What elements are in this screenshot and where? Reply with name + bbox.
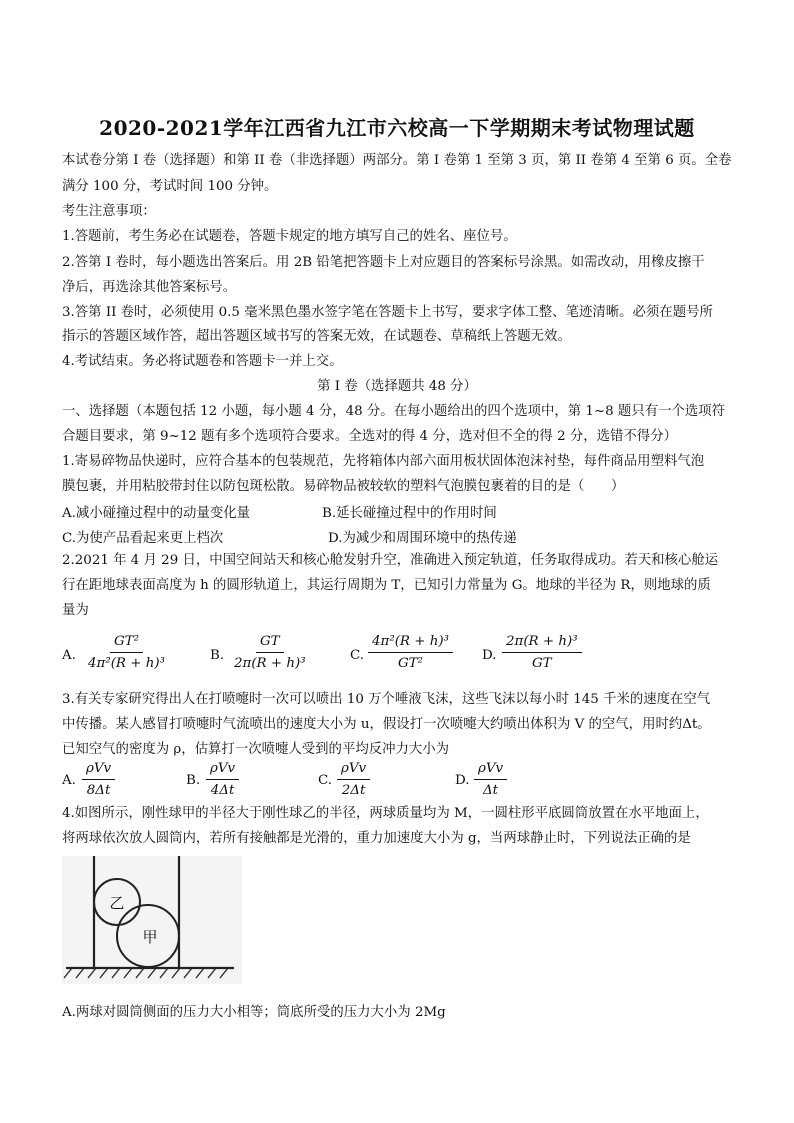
q2-stem: 行在距地球表面高度为 h 的圆形轨道上，其运行周期为 T，已知引力常量为 G。地球的半径为 R，则地球的质 — [62, 578, 711, 593]
formula-denominator: 8Δt — [86, 783, 111, 798]
ball-large-label: 甲 — [142, 928, 158, 946]
notice-line: 指示的答题区域作答，超出答题区域书写的答案无效，在试题卷、草稿纸上答题无效。 — [62, 329, 571, 344]
q2-label-b: B. — [210, 648, 225, 663]
q2-option-d-formula — [502, 633, 582, 672]
notice-line: 2.答第 I 卷时，每小题选出答案后。用 2B 铅笔把答题卡上对应题目的答案标号涂黑。如需改动，用橡皮擦干 — [62, 255, 705, 270]
formula-denominator: 4Δt — [210, 783, 235, 798]
q1-option-a: A.减小碰撞过程中的动量变化量 — [62, 506, 251, 521]
notice-line: 3.答第 II 卷时，必须使用 0.5 毫米黑色墨水签字笔在答题卡上书写，要求字体工整、笔迹清晰。必须在题号所 — [62, 305, 713, 320]
formula-denominator: 4π²(R + h)³ — [88, 656, 165, 671]
q2-option-b-formula — [230, 633, 310, 672]
q1-option-c: C.为使产品看起来更上档次 — [62, 531, 224, 546]
q1-option-b: B.延长碰撞过程中的作用时间 — [322, 506, 497, 521]
two-balls-in-cylinder-figure — [62, 856, 242, 984]
q2-label-a: A. — [62, 648, 76, 663]
q4-stem: 4.如图所示，刚性球甲的半径大于刚性球乙的半径，两球质量均为 M，一圆柱形平底圆筒放置在水平地面上， — [62, 806, 709, 821]
formula-denominator: GT² — [397, 656, 423, 671]
q4-option-a: A.两球对圆筒侧面的压力大小相等；筒底所受的压力大小为 2Mg — [62, 1005, 446, 1020]
q3-option-b-formula — [206, 760, 239, 799]
q2-stem: 量为 — [62, 603, 89, 618]
q3-stem: 3.有关专家研究得出人在打喷嚏时一次可以喷出 10 万个唾液飞沫，这些飞沫以每小时 145 千米的速度在空气 — [62, 692, 711, 707]
section-title: 第 I 卷（选择题共 48 分） — [317, 379, 477, 394]
formula-denominator: Δt — [483, 783, 499, 798]
section-desc: 一、选择题（本题包括 12 小题，每小题 4 分，48 分。在每小题给出的四个选项中，第 1~8 题只有一个选项符 — [62, 404, 726, 419]
ball-small-label: 乙 — [109, 894, 125, 912]
notice-heading: 考生注意事项： — [62, 204, 156, 219]
figure-background — [62, 856, 242, 984]
notice-line: 4.考试结束。务必将试题卷和答题卡一并上交。 — [62, 354, 343, 369]
formula-numerator: ρVv — [82, 760, 115, 780]
intro-line: 本试卷分第 I 卷（选择题）和第 II 卷（非选择题）两部分。第 I 卷第 1 至第 3 页，第 II 卷第 4 至第 6 页。全卷 — [62, 153, 732, 168]
formula-denominator: GT — [531, 656, 552, 671]
formula-numerator: 4π²(R + h)³ — [368, 633, 453, 653]
notice-line: 净后，再选涂其他答案标号。 — [62, 280, 237, 295]
q2-label-d: D. — [482, 648, 497, 663]
intro-line: 满分 100 分，考试时间 100 分钟。 — [62, 179, 278, 194]
q4-stem: 将两球依次放人圆筒内，若所有接触都是光滑的，重力加速度大小为 g，当两球静止时，下列说法正确的是 — [62, 831, 691, 846]
formula-numerator: ρVv — [337, 760, 370, 780]
formula-numerator: ρVv — [206, 760, 239, 780]
q3-option-c-formula — [337, 760, 370, 799]
q2-option-a-formula — [84, 633, 169, 672]
q3-label-a: A. — [62, 773, 76, 788]
q3-label-c: C. — [318, 773, 333, 788]
q2-option-c-formula — [368, 633, 453, 672]
formula-numerator: GT² — [110, 633, 143, 653]
notice-line: 1.答题前，考生务必在试题卷，答题卡规定的地方填写自己的姓名、座位号。 — [62, 229, 517, 244]
q1-stem: 膜包裹，并用粘胶带封住以防包斑松散。易碎物品被较软的塑料气泡膜包裹着的目的是（ ） — [62, 479, 625, 494]
formula-numerator: GT — [256, 633, 284, 653]
formula-denominator: 2π(R + h)³ — [234, 656, 306, 671]
q3-stem: 已知空气的密度为 ρ，估算打一次喷嚏人受到的平均反冲力大小为 — [62, 742, 450, 757]
formula-numerator: 2π(R + h)³ — [502, 633, 582, 653]
formula-numerator: ρVv — [474, 760, 507, 780]
q3-stem: 中传播。某人感冒打喷嚏时气流喷出的速度大小为 u，假设打一次喷嚏大约喷出体积为 V 的空气，用时约Δt。 — [62, 717, 711, 732]
q2-label-c: C. — [350, 648, 365, 663]
q2-stem: 2.2021 年 4 月 29 日，中国空间站天和核心舱发射升空，准确进入预定轨道，任务取得成功。若天和核心舱运 — [62, 553, 719, 568]
q3-option-d-formula — [474, 760, 507, 799]
q1-option-d: D.为减少和周围环境中的热传递 — [328, 531, 517, 546]
q3-label-b: B. — [186, 773, 201, 788]
q3-option-a-formula — [82, 760, 115, 799]
section-desc: 合题目要求，第 9~12 题有多个选项符合要求。全选对的得 4 分，选对但不全的得 2 分，选错不得分） — [62, 429, 677, 444]
q1-stem: 1.寄易碎物品快递时，应符合基本的包装规范，先将箱体内部六面用板状固体泡沫衬垫，每件商品用塑料气泡 — [62, 454, 705, 469]
page-title: 2020-2021学年江西省九江市六校高一下学期期末考试物理试题 — [99, 116, 695, 140]
q3-label-d: D. — [455, 773, 470, 788]
formula-denominator: 2Δt — [341, 783, 366, 798]
